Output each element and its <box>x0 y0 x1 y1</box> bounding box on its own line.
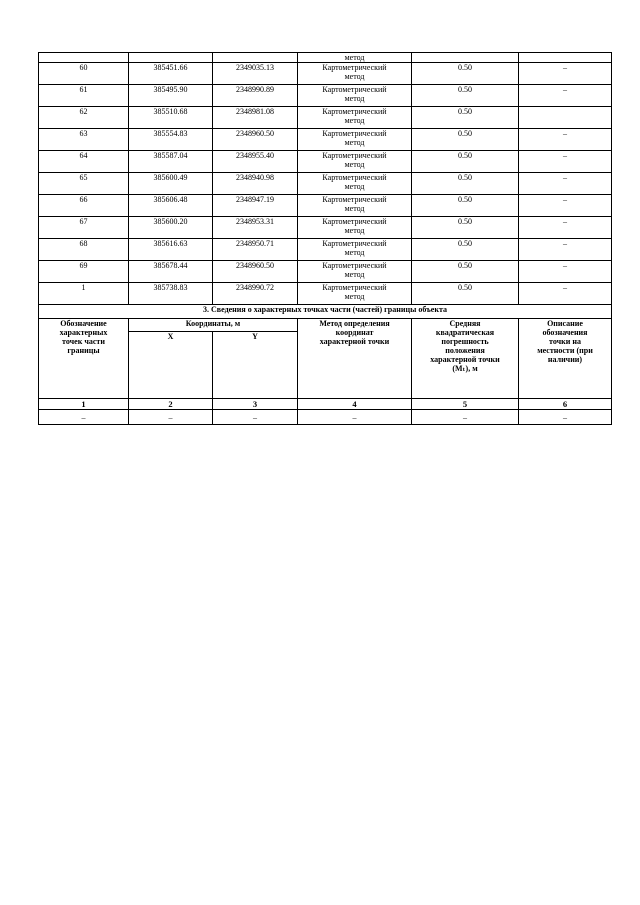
header-method <box>298 319 412 399</box>
coord-x: 385738.83 <box>129 283 213 305</box>
method-line-2: метод <box>344 72 365 81</box>
description-cell: – <box>519 261 612 283</box>
point-number: 62 <box>39 107 129 129</box>
section3-block <box>39 305 612 425</box>
points-table-body <box>39 53 612 305</box>
coord-y: 2348960.50 <box>213 129 298 151</box>
description-cell: – <box>519 151 612 173</box>
header-line: Обозначение <box>60 319 107 328</box>
method-line-1: Картометрический <box>322 85 387 94</box>
coord-x: 385587.04 <box>129 151 213 173</box>
method-cell: метод <box>298 53 412 63</box>
method-line-2: метод <box>344 248 365 257</box>
header-line: положения <box>445 346 485 355</box>
error-value: 0.50 <box>412 217 519 239</box>
coord-x: 385495.90 <box>129 85 213 107</box>
header-line: квадратическая <box>435 328 495 337</box>
header-line: Метод определения <box>319 319 390 328</box>
coord-x: 385451.66 <box>129 63 213 85</box>
dash-cell: – <box>39 410 129 425</box>
header-error <box>412 319 519 399</box>
table-row <box>39 107 612 129</box>
description-cell <box>519 107 612 129</box>
table-row <box>39 217 612 239</box>
column-numbers-row <box>39 399 612 410</box>
method-line-2: метод <box>344 182 365 191</box>
method-line-2: метод <box>344 116 365 125</box>
method-cell <box>298 85 412 107</box>
point-number: 1 <box>39 283 129 305</box>
description-cell: – <box>519 129 612 151</box>
dash-cell: – <box>129 410 213 425</box>
point-number: 60 <box>39 63 129 85</box>
description-cell: – <box>519 85 612 107</box>
error-value: 0.50 <box>412 151 519 173</box>
header-line: Описание <box>547 319 583 328</box>
method-line-2: метод <box>344 204 365 213</box>
error-value: 0.50 <box>412 107 519 129</box>
method-line-1: Картометрический <box>322 261 387 270</box>
dash-cell: – <box>298 410 412 425</box>
point-number: 69 <box>39 261 129 283</box>
coord-y: 2348953.31 <box>213 217 298 239</box>
point-number: 64 <box>39 151 129 173</box>
point-number: 67 <box>39 217 129 239</box>
method-line-1: Картометрический <box>322 283 387 292</box>
header-line: (Mₜ), м <box>452 364 478 373</box>
coord-x: 385606.48 <box>129 195 213 217</box>
table-row-continued <box>39 53 612 63</box>
header-coordinates: Координаты, м <box>129 319 298 332</box>
header-y: Y <box>213 332 298 399</box>
column-number: 4 <box>298 399 412 410</box>
error-value: 0.50 <box>412 129 519 151</box>
table-row <box>39 129 612 151</box>
header-row-1 <box>39 319 612 332</box>
table-row <box>39 151 612 173</box>
section-title-row <box>39 305 612 319</box>
description-cell: – <box>519 217 612 239</box>
header-line: обозначения <box>542 328 588 337</box>
description-cell: – <box>519 195 612 217</box>
header-line: характерной точки <box>319 337 390 346</box>
method-cell <box>298 261 412 283</box>
dash-cell: – <box>519 410 612 425</box>
method-cell <box>298 151 412 173</box>
table-row <box>39 173 612 195</box>
header-line: Средняя <box>449 319 481 328</box>
dash-cell: – <box>213 410 298 425</box>
table-row <box>39 195 612 217</box>
column-number: 1 <box>39 399 129 410</box>
method-line-1: Картометрический <box>322 107 387 116</box>
cell <box>412 53 519 63</box>
coord-y: 2348950.71 <box>213 239 298 261</box>
method-line-2: метод <box>344 138 365 147</box>
method-cell <box>298 217 412 239</box>
method-line-2: метод <box>344 270 365 279</box>
description-cell: – <box>519 63 612 85</box>
coord-y: 2348955.40 <box>213 151 298 173</box>
point-number: 65 <box>39 173 129 195</box>
column-number: 2 <box>129 399 213 410</box>
method-line-1: Картометрический <box>322 217 387 226</box>
header-line: границы <box>67 346 100 355</box>
method-cell <box>298 173 412 195</box>
method-cell <box>298 195 412 217</box>
point-number: 68 <box>39 239 129 261</box>
method-cell <box>298 239 412 261</box>
cell <box>129 53 213 63</box>
description-cell: – <box>519 283 612 305</box>
section-title: 3. Сведения о характерных точках части (частей) границы объекта <box>39 305 612 319</box>
coord-y: 2348947.19 <box>213 195 298 217</box>
method-cell <box>298 283 412 305</box>
coord-y: 2348990.89 <box>213 85 298 107</box>
method-cell <box>298 63 412 85</box>
coord-x: 385678.44 <box>129 261 213 283</box>
table-row <box>39 261 612 283</box>
header-line: местности (при <box>537 346 593 355</box>
header-line: точек части <box>62 337 105 346</box>
header-line: точки на <box>549 337 581 346</box>
header-line: координат <box>335 328 374 337</box>
method-line-2: метод <box>344 94 365 103</box>
table-row <box>39 239 612 261</box>
column-number: 5 <box>412 399 519 410</box>
method-cell <box>298 129 412 151</box>
cell <box>213 53 298 63</box>
coord-y: 2348990.72 <box>213 283 298 305</box>
dash-cell: – <box>412 410 519 425</box>
method-line-2: метод <box>344 160 365 169</box>
table-row <box>39 283 612 305</box>
error-value: 0.50 <box>412 173 519 195</box>
coord-x: 385616.63 <box>129 239 213 261</box>
coord-y: 2348940.98 <box>213 173 298 195</box>
description-cell: – <box>519 239 612 261</box>
error-value: 0.50 <box>412 63 519 85</box>
method-line-1: Картометрический <box>322 173 387 182</box>
coord-y: 2349035.13 <box>213 63 298 85</box>
coord-x: 385600.20 <box>129 217 213 239</box>
error-value: 0.50 <box>412 261 519 283</box>
header-x: X <box>129 332 213 399</box>
point-number: 63 <box>39 129 129 151</box>
coord-x: 385510.68 <box>129 107 213 129</box>
point-number: 61 <box>39 85 129 107</box>
points-table <box>38 52 612 425</box>
table-row <box>39 85 612 107</box>
method-line-1: Картометрический <box>322 63 387 72</box>
error-value: 0.50 <box>412 283 519 305</box>
point-number: 66 <box>39 195 129 217</box>
coord-y: 2348981.08 <box>213 107 298 129</box>
method-cell <box>298 107 412 129</box>
method-line-1: Картометрический <box>322 239 387 248</box>
method-line-1: Картометрический <box>322 151 387 160</box>
header-line: наличии) <box>547 355 583 364</box>
table-row <box>39 63 612 85</box>
error-value: 0.50 <box>412 85 519 107</box>
method-line-1: Картометрический <box>322 129 387 138</box>
empty-data-row <box>39 410 612 425</box>
column-number: 6 <box>519 399 612 410</box>
header-line: погрешность <box>441 337 489 346</box>
method-line-2: метод <box>344 292 365 301</box>
error-value: 0.50 <box>412 195 519 217</box>
cell <box>519 53 612 63</box>
header-line: характерной точки <box>430 355 500 364</box>
header-line: характерных <box>59 328 108 337</box>
method-line-1: Картометрический <box>322 195 387 204</box>
column-number: 3 <box>213 399 298 410</box>
error-value: 0.50 <box>412 239 519 261</box>
header-point-designation <box>39 319 129 399</box>
description-cell: – <box>519 173 612 195</box>
header-description <box>519 319 612 399</box>
method-line-2: метод <box>344 226 365 235</box>
coord-y: 2348960.50 <box>213 261 298 283</box>
coord-x: 385600.49 <box>129 173 213 195</box>
coord-x: 385554.83 <box>129 129 213 151</box>
cell <box>39 53 129 63</box>
